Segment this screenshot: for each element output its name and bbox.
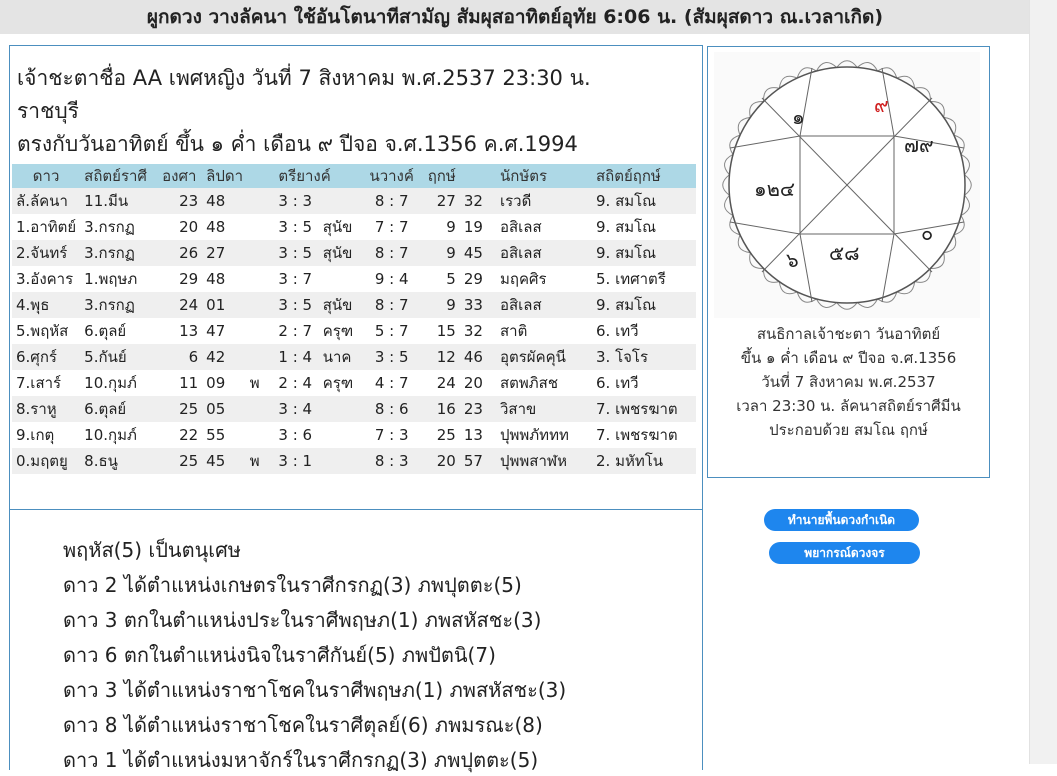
birth-info-line-2: ราชบุรี xyxy=(17,99,79,123)
horoscope-wheel xyxy=(714,52,980,318)
planet-sign: 3.กรกฏ xyxy=(80,214,158,240)
caption-line-5: ประกอบด้วย สมโณ ฤกษ์ xyxy=(769,421,928,439)
birth-info xyxy=(17,62,591,161)
table-row xyxy=(12,214,696,240)
planet-sign: 10.กุมภ์ xyxy=(80,370,158,396)
planet-name: 4.พุธ xyxy=(12,292,80,318)
planet-navang: 8 : 7 xyxy=(360,240,424,266)
planet-rerk: 27 xyxy=(424,188,460,214)
col-planet: ดาว xyxy=(12,164,80,188)
planet-retro xyxy=(246,422,275,448)
horoscope-caption xyxy=(708,322,989,442)
planet-rerk-group: 9. สมโณ xyxy=(592,188,696,214)
table-row xyxy=(12,292,696,318)
table-row xyxy=(12,266,696,292)
planet-name: 7.เสาร์ xyxy=(12,370,80,396)
planet-degree: 25 xyxy=(158,448,202,474)
planet-triyang-type: ครุฑ xyxy=(319,318,360,344)
house-7-text: ๕๘ xyxy=(829,241,860,265)
planet-navang: 5 : 7 xyxy=(360,318,424,344)
col-degree: องศา xyxy=(158,164,202,188)
planet-sign: 5.กันย์ xyxy=(80,344,158,370)
planet-nakshatra: อสิเลส xyxy=(496,292,592,318)
planet-retro xyxy=(246,188,275,214)
prediction-panel xyxy=(9,509,703,770)
planet-name: 0.มฤตยู xyxy=(12,448,80,474)
planet-navang: 8 : 7 xyxy=(360,188,424,214)
table-row xyxy=(12,188,696,214)
planet-sign: 1.พฤษภ xyxy=(80,266,158,292)
table-row xyxy=(12,344,696,370)
planet-navang: 3 : 5 xyxy=(360,344,424,370)
planet-degree: 24 xyxy=(158,292,202,318)
planet-sign: 6.ตุลย์ xyxy=(80,318,158,344)
planet-rerk-minute: 23 xyxy=(460,396,496,422)
birth-chart-panel xyxy=(9,45,703,510)
house-4-text: ๑๒๔ xyxy=(754,177,796,201)
caption-line-1: สนธิกาลเจ้าชะตา วันอาทิตย์ xyxy=(756,325,941,343)
planet-rerk-group: 9. สมโณ xyxy=(592,292,696,318)
planet-minute: 55 xyxy=(202,422,246,448)
page-header xyxy=(0,0,1030,34)
planet-rerk: 5 xyxy=(424,266,460,292)
planet-rerk-group: 5. เทศาตรี xyxy=(592,266,696,292)
planet-rerk: 9 xyxy=(424,214,460,240)
planet-degree: 6 xyxy=(158,344,202,370)
planet-name: 5.พฤหัส xyxy=(12,318,80,344)
planet-rerk-group: 9. สมโณ xyxy=(592,240,696,266)
planet-rerk: 9 xyxy=(424,292,460,318)
planet-name: 9.เกตุ xyxy=(12,422,80,448)
col-nakshatra: นักษัตร xyxy=(496,164,592,188)
planet-nakshatra: ปุพพภัททท xyxy=(496,422,592,448)
planet-degree: 20 xyxy=(158,214,202,240)
planet-rerk-group: 9. สมโณ xyxy=(592,214,696,240)
planet-minute: 42 xyxy=(202,344,246,370)
planet-rerk-minute: 46 xyxy=(460,344,496,370)
planet-navang: 9 : 4 xyxy=(360,266,424,292)
planet-rerk-group: 6. เทวี xyxy=(592,370,696,396)
page-scrollbar[interactable] xyxy=(1029,0,1057,764)
planet-nakshatra: อสิเลส xyxy=(496,240,592,266)
prediction-line: ดาว 3 ตกในตำแหน่งประในราศีพฤษภ(1) ภพสหัสชะ(3) xyxy=(63,608,542,632)
horoscope-panel xyxy=(707,46,990,478)
planet-sign: 11.มีน xyxy=(80,188,158,214)
caption-line-2: ขึ้น ๑ ค่ำ เดือน ๙ ปีจอ จ.ศ.1356 xyxy=(740,349,957,367)
planet-navang: 8 : 3 xyxy=(360,448,424,474)
planet-navang: 8 : 6 xyxy=(360,396,424,422)
planet-rerk-minute: 19 xyxy=(460,214,496,240)
planet-sign: 3.กรกฏ xyxy=(80,292,158,318)
planet-minute: 47 xyxy=(202,318,246,344)
planet-triyang: 3 : 5 xyxy=(274,214,318,240)
planet-degree: 23 xyxy=(158,188,202,214)
table-row xyxy=(12,422,696,448)
planet-triyang-type xyxy=(319,188,360,214)
planet-retro: พ xyxy=(246,370,275,396)
basic-prediction-button[interactable]: ทำนายพื้นดวงกำเนิด xyxy=(764,509,919,531)
planet-retro xyxy=(246,318,275,344)
transit-prediction-button[interactable]: พยากรณ์ดวงจร xyxy=(769,542,920,564)
planet-sign: 10.กุมภ์ xyxy=(80,422,158,448)
col-navang: นวางค์ xyxy=(360,164,424,188)
planet-rerk: 12 xyxy=(424,344,460,370)
planet-triyang-type xyxy=(319,266,360,292)
col-minute: ลิปดา xyxy=(202,164,274,188)
planet-minute: 05 xyxy=(202,396,246,422)
planet-minute: 27 xyxy=(202,240,246,266)
planet-nakshatra: วิสาข xyxy=(496,396,592,422)
planet-triyang-type xyxy=(319,448,360,474)
planet-minute: 48 xyxy=(202,214,246,240)
planet-table-header xyxy=(12,164,696,188)
planet-nakshatra: มฤคศิร xyxy=(496,266,592,292)
planet-triyang: 2 : 7 xyxy=(274,318,318,344)
planet-sign: 3.กรกฏ xyxy=(80,240,158,266)
planet-rerk: 24 xyxy=(424,370,460,396)
planet-triyang-type xyxy=(319,396,360,422)
planet-degree: 26 xyxy=(158,240,202,266)
horoscope-wheel-area xyxy=(714,52,980,318)
planet-name: 1.อาทิตย์ xyxy=(12,214,80,240)
col-triyang: ตรียางค์ xyxy=(274,164,359,188)
house-2-text: ๙ xyxy=(874,93,889,117)
planet-triyang: 3 : 3 xyxy=(274,188,318,214)
planet-minute: 48 xyxy=(202,188,246,214)
caption-line-3: วันที่ 7 สิงหาคม พ.ศ.2537 xyxy=(761,373,936,391)
caption-line-4: เวลา 23:30 น. ลัคนาสถิตย์ราศีมีน xyxy=(736,397,961,415)
planet-triyang: 3 : 4 xyxy=(274,396,318,422)
planet-table xyxy=(12,164,696,474)
house-6-text: ๖ xyxy=(786,248,799,272)
planet-nakshatra: เรวดี xyxy=(496,188,592,214)
planet-retro xyxy=(246,396,275,422)
prediction-line: ดาว 2 ได้ตำแหน่งเกษตรในราศีกรกฏ(3) ภพปุตตะ(5) xyxy=(63,573,522,597)
table-row xyxy=(12,448,696,474)
birth-info-line-3: ตรงกับวันอาทิตย์ ขึ้น ๑ ค่ำ เดือน ๙ ปีจอ จ.ศ.1356 ค.ศ.1994 xyxy=(17,132,578,156)
col-sign: สถิตย์ราศี xyxy=(80,164,158,188)
planet-degree: 25 xyxy=(158,396,202,422)
prediction-line: ดาว 1 ได้ตำแหน่งมหาจักร์ในราศีกรกฏ(3) ภพปุตตะ(5) xyxy=(63,748,539,772)
planet-degree: 13 xyxy=(158,318,202,344)
planet-nakshatra: ปุพพสาฬห xyxy=(496,448,592,474)
planet-name: 3.อังคาร xyxy=(12,266,80,292)
house-3-text: ๗๙ xyxy=(904,133,934,157)
header-title: ผูกดวง วางลัคนา ใช้อันโตนาทีสามัญ สัมผุสอาทิตย์อุทัย 6:06 น. (สัมผุสดาว ณ.เวลาเกิด) xyxy=(146,6,884,28)
prediction-line: พฤหัส(5) เป็นตนุเศษ xyxy=(63,538,241,562)
planet-rerk-group: 3. โจโร xyxy=(592,344,696,370)
planet-degree: 11 xyxy=(158,370,202,396)
planet-triyang: 2 : 4 xyxy=(274,370,318,396)
planet-triyang: 3 : 1 xyxy=(274,448,318,474)
planet-retro xyxy=(246,344,275,370)
planet-minute: 45 xyxy=(202,448,246,474)
planet-triyang-type: นาค xyxy=(319,344,360,370)
planet-triyang-type: ครุฑ xyxy=(319,370,360,396)
planet-rerk-minute: 20 xyxy=(460,370,496,396)
planet-rerk-minute: 45 xyxy=(460,240,496,266)
planet-rerk-group: 7. เพชรฆาต xyxy=(592,422,696,448)
planet-rerk: 15 xyxy=(424,318,460,344)
table-row xyxy=(12,370,696,396)
prediction-line: ดาว 8 ได้ตำแหน่งราชาโชคในราศีตุลย์(6) ภพมรณะ(8) xyxy=(63,713,543,737)
col-rerk: ฤกษ์ xyxy=(424,164,496,188)
planet-rerk: 16 xyxy=(424,396,460,422)
table-row xyxy=(12,240,696,266)
planet-minute: 48 xyxy=(202,266,246,292)
house-5-text: ๐ xyxy=(921,221,934,245)
planet-navang: 7 : 3 xyxy=(360,422,424,448)
planet-sign: 8.ธนู xyxy=(80,448,158,474)
planet-rerk-group: 7. เพชรฆาต xyxy=(592,396,696,422)
prediction-line: ดาว 6 ตกในตำแหน่งนิจในราศีกันย์(5) ภพปัตนิ(7) xyxy=(63,643,496,667)
col-rerk-group: สถิตย์ฤกษ์ xyxy=(592,164,696,188)
prediction-line: ดาว 3 ได้ตำแหน่งราชาโชคในราศีพฤษภ(1) ภพสหัสชะ(3) xyxy=(63,678,567,702)
planet-name: 8.ราหู xyxy=(12,396,80,422)
planet-degree: 22 xyxy=(158,422,202,448)
planet-rerk-minute: 29 xyxy=(460,266,496,292)
planet-rerk-minute: 13 xyxy=(460,422,496,448)
planet-triyang: 1 : 4 xyxy=(274,344,318,370)
planet-rerk: 9 xyxy=(424,240,460,266)
planet-triyang: 3 : 5 xyxy=(274,292,318,318)
house-1-text: ๑ xyxy=(792,105,805,129)
planet-retro: พ xyxy=(246,448,275,474)
planet-triyang-type: สุนัข xyxy=(319,214,360,240)
planet-nakshatra: อุตรผัคคุนี xyxy=(496,344,592,370)
planet-degree: 29 xyxy=(158,266,202,292)
planet-rerk: 25 xyxy=(424,422,460,448)
planet-nakshatra: อสิเลส xyxy=(496,214,592,240)
planet-triyang-type: สุนัข xyxy=(319,292,360,318)
planet-navang: 4 : 7 xyxy=(360,370,424,396)
planet-triyang: 3 : 7 xyxy=(274,266,318,292)
planet-name: 6.ศุกร์ xyxy=(12,344,80,370)
planet-rerk-minute: 32 xyxy=(460,188,496,214)
planet-name: 2.จันทร์ xyxy=(12,240,80,266)
planet-retro xyxy=(246,292,275,318)
planet-triyang: 3 : 5 xyxy=(274,240,318,266)
planet-rerk-group: 6. เทวี xyxy=(592,318,696,344)
planet-retro xyxy=(246,214,275,240)
planet-sign: 6.ตุลย์ xyxy=(80,396,158,422)
planet-triyang: 3 : 6 xyxy=(274,422,318,448)
planet-rerk: 20 xyxy=(424,448,460,474)
planet-rerk-minute: 32 xyxy=(460,318,496,344)
planet-retro xyxy=(246,240,275,266)
planet-rerk-group: 2. มหัทโน xyxy=(592,448,696,474)
planet-navang: 8 : 7 xyxy=(360,292,424,318)
planet-nakshatra: สาติ xyxy=(496,318,592,344)
planet-minute: 01 xyxy=(202,292,246,318)
planet-name: ลั.ลัคนา xyxy=(12,188,80,214)
planet-minute: 09 xyxy=(202,370,246,396)
planet-triyang-type: สุนัข xyxy=(319,240,360,266)
planet-triyang-type xyxy=(319,422,360,448)
planet-navang: 7 : 7 xyxy=(360,214,424,240)
planet-retro xyxy=(246,266,275,292)
planet-rerk-minute: 57 xyxy=(460,448,496,474)
planet-nakshatra: สตพภิสช xyxy=(496,370,592,396)
table-row xyxy=(12,396,696,422)
planet-rerk-minute: 33 xyxy=(460,292,496,318)
table-row xyxy=(12,318,696,344)
birth-info-line-1: เจ้าชะตาชื่อ AA เพศหญิง วันที่ 7 สิงหาคม พ.ศ.2537 23:30 น. xyxy=(17,66,591,90)
